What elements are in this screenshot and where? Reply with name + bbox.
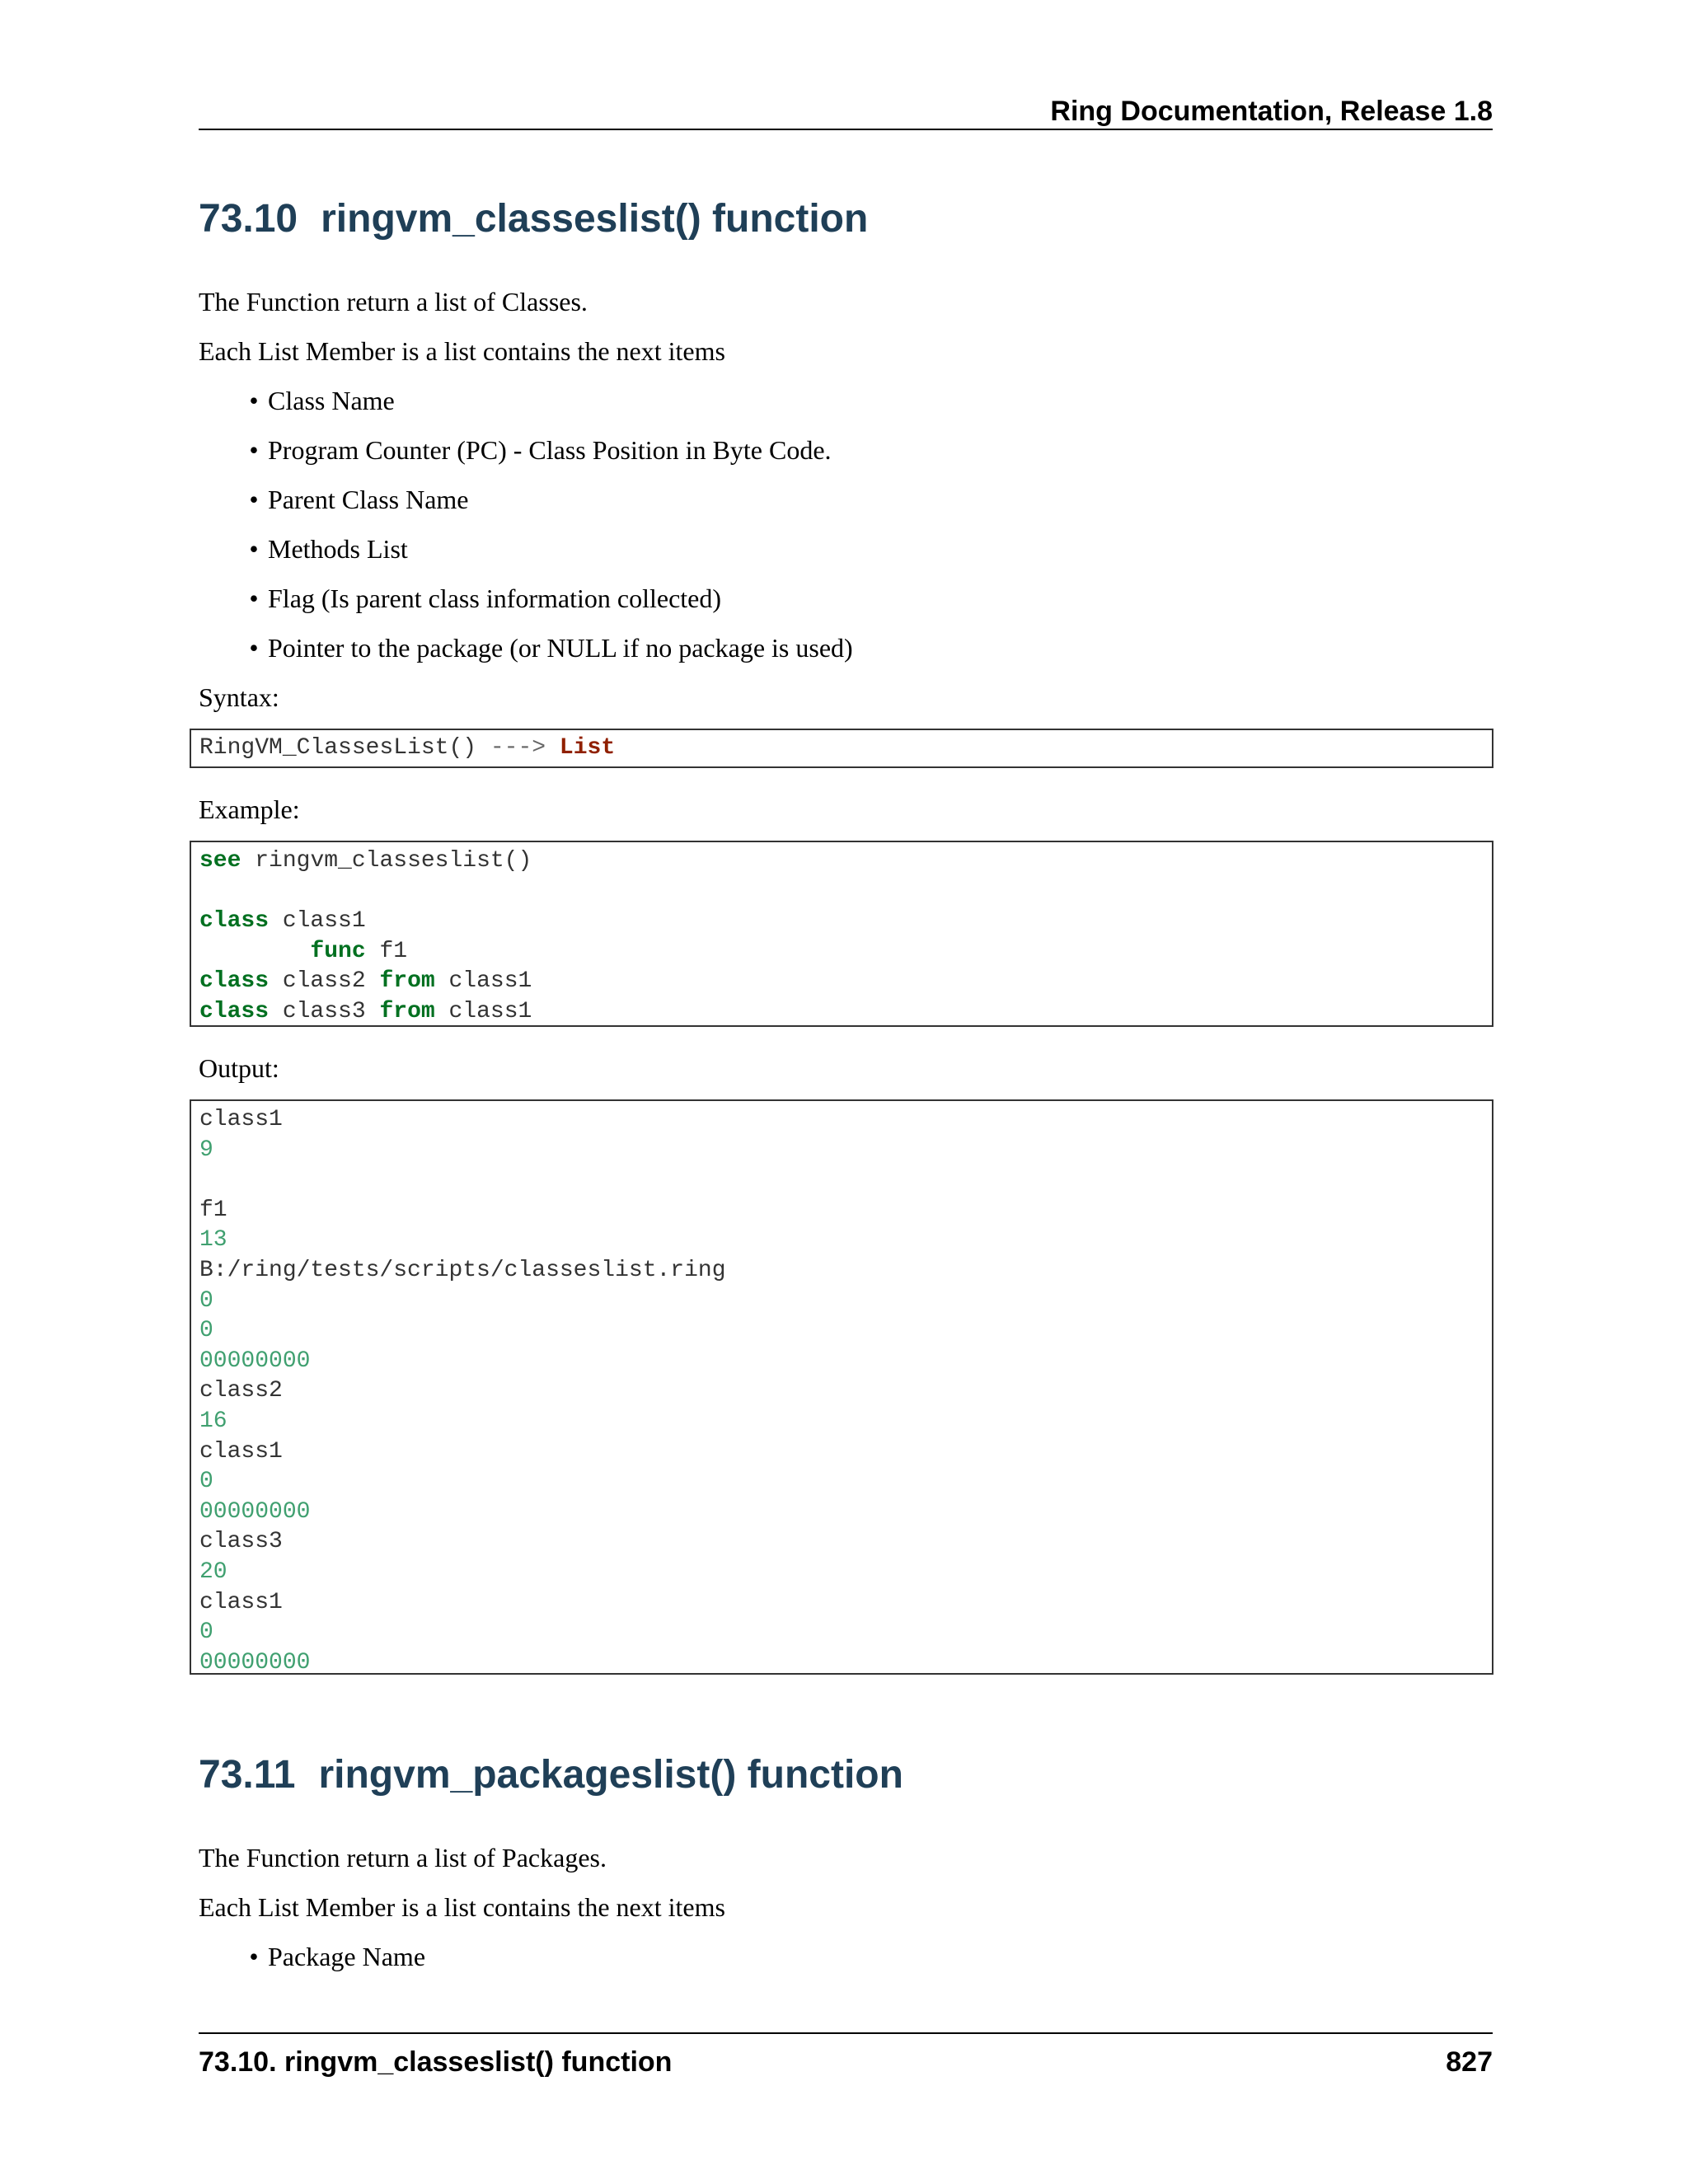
output-line: 00000000 (199, 1649, 311, 1675)
list-item: • Program Counter (PC) - Class Position in Byte Code. (199, 434, 853, 483)
list-item: • Class Name (199, 384, 853, 434)
example-label: Example: (199, 794, 300, 824)
bullet-icon: • (249, 386, 259, 415)
output-code-block (190, 1099, 1493, 1675)
section-title-classeslist (199, 194, 868, 244)
output-line: class1 (199, 1589, 283, 1615)
packages-item-list (199, 1940, 425, 1990)
section2-intro: The Function return a list of Packages. (199, 1843, 607, 1872)
list-item: • Flag (Is parent class information collected) (199, 582, 853, 631)
example-code-block (190, 841, 1493, 1027)
bullet-icon: • (249, 435, 259, 465)
output-line: 00000000 (199, 1498, 311, 1525)
section-number: 73.11 (199, 1753, 296, 1797)
code-line (199, 877, 1492, 907)
output-line: class1 (199, 1107, 283, 1132)
list-item: • Methods List (199, 532, 853, 582)
output-line: B:/ring/tests/scripts/classeslist.ring (199, 1257, 726, 1283)
section1-list-intro: Each List Member is a list contains the next items (199, 336, 725, 366)
section-number: 73.10 (199, 197, 298, 241)
syntax-label: Syntax: (199, 682, 279, 712)
header-title: Ring Documentation, Release 1.8 (1050, 96, 1493, 127)
output-line: 0 (199, 1287, 213, 1314)
output-line (199, 1165, 1492, 1196)
bullet-icon: • (249, 1942, 259, 1971)
output-line: class1 (199, 1438, 283, 1465)
bullet-icon: • (249, 534, 259, 564)
output-line: class3 (199, 1529, 283, 1555)
bullet-icon: • (249, 485, 259, 514)
page-footer (199, 2032, 1493, 2079)
code-line: func f1 (310, 938, 408, 964)
syntax-code-block (190, 729, 1493, 768)
list-item: • Parent Class Name (199, 483, 853, 532)
page-number: 827 (1446, 2046, 1493, 2078)
code-line: class class3 from class1 (199, 998, 532, 1024)
list-item: • Package Name (199, 1940, 425, 1990)
section-title-packageslist (199, 1750, 903, 1800)
output-line: 13 (199, 1227, 227, 1254)
page-header (199, 89, 1493, 130)
list-item: • Pointer to the package (or NULL if no package is used) (199, 631, 853, 681)
output-line: 9 (199, 1137, 213, 1163)
section1-intro: The Function return a list of Classes. (199, 287, 588, 316)
output-line: 00000000 (199, 1347, 311, 1374)
output-line: f1 (199, 1197, 227, 1223)
bullet-icon: • (249, 583, 259, 613)
classes-item-list (199, 384, 853, 681)
section-title-text: ringvm_classeslist() function (321, 197, 869, 241)
output-line: 0 (199, 1469, 213, 1495)
code-line: see ringvm_classeslist() (199, 848, 532, 874)
section-title-text: ringvm_packageslist() function (318, 1753, 903, 1797)
code-line: class class2 from class1 (199, 968, 532, 995)
code-line: class class1 (199, 908, 366, 935)
bullet-icon: • (249, 633, 259, 663)
footer-section: 73.10. ringvm_classeslist() function (199, 2046, 673, 2078)
section2-list-intro: Each List Member is a list contains the next items (199, 1892, 725, 1922)
output-line: class2 (199, 1378, 283, 1404)
output-line: 20 (199, 1558, 227, 1585)
output-line: 0 (199, 1318, 213, 1344)
output-label: Output: (199, 1053, 279, 1083)
output-line: 16 (199, 1408, 227, 1434)
output-line: 0 (199, 1619, 213, 1646)
code-line: RingVM_ClassesList() ---> List (199, 735, 616, 761)
